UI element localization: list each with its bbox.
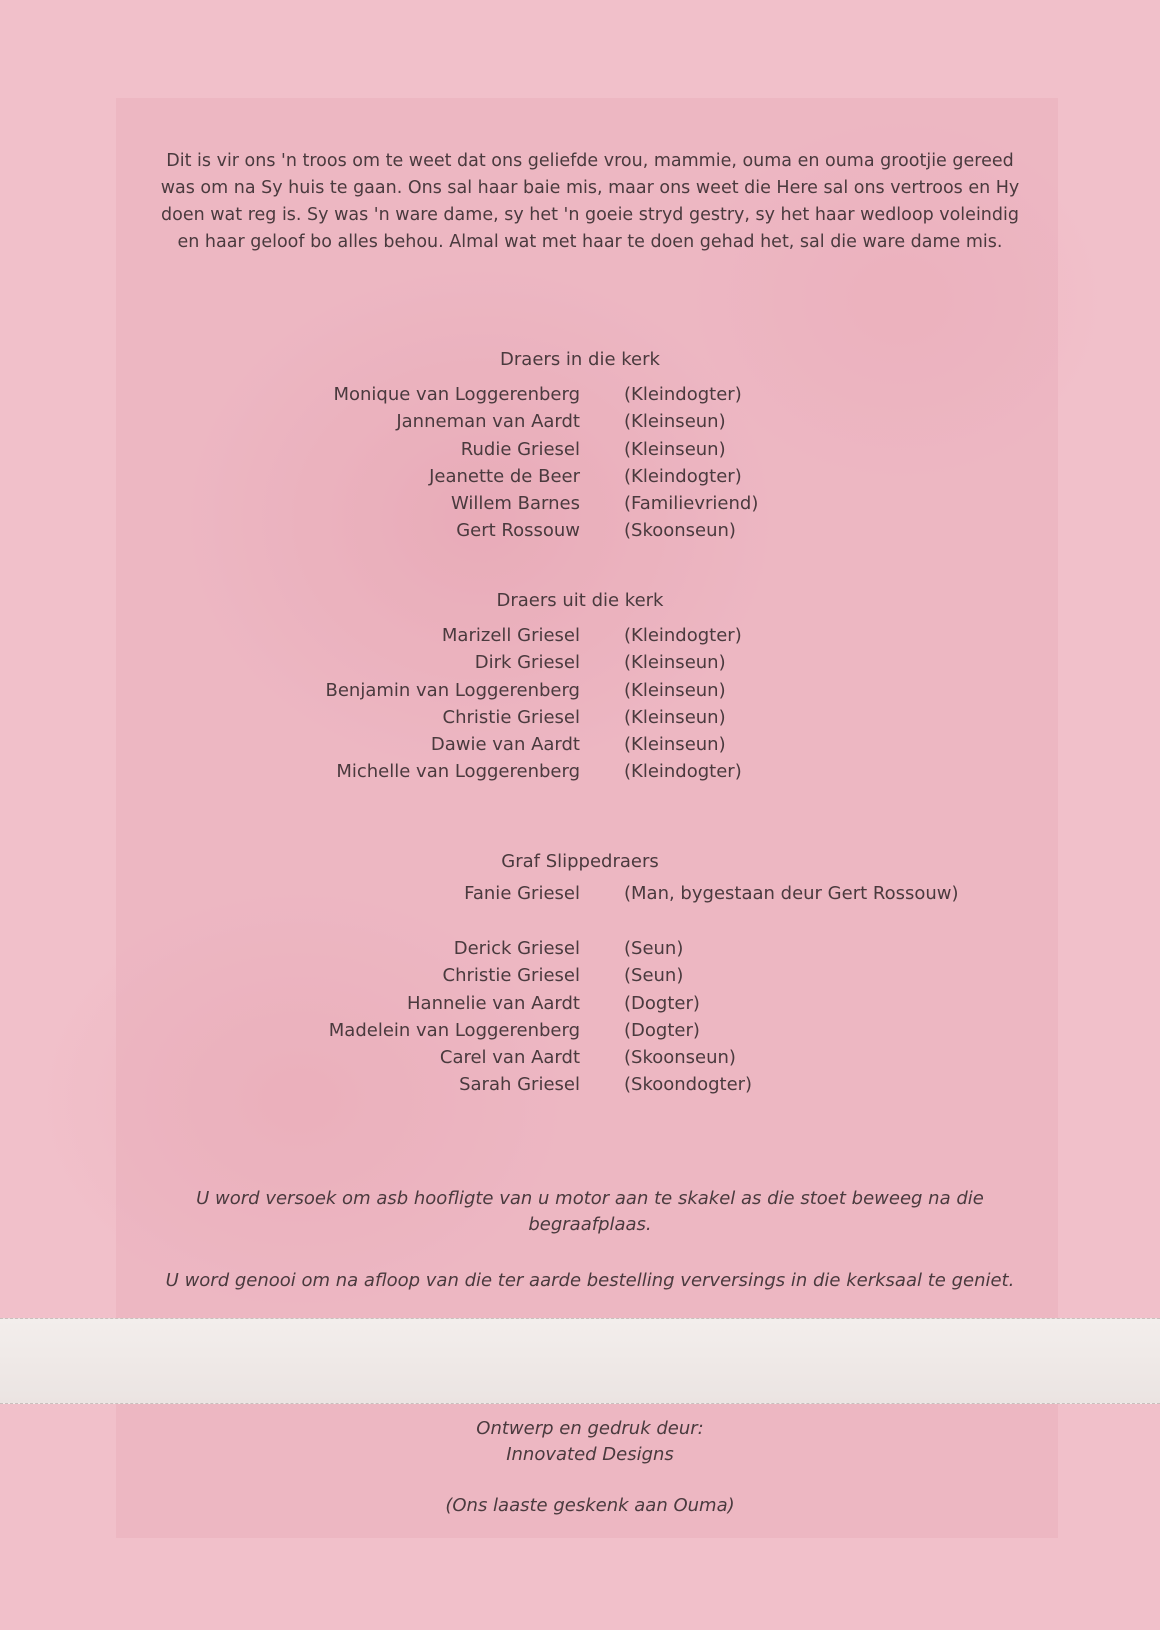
slippedraers-list <box>0 938 1160 1102</box>
list-item <box>0 466 1160 493</box>
list-item <box>0 680 1160 707</box>
list-item <box>0 520 1160 547</box>
relation: (Skoondogter) <box>624 1074 753 1096</box>
list-item <box>0 652 1160 679</box>
relation: (Kleinseun) <box>624 652 726 674</box>
relation: (Seun) <box>624 938 684 959</box>
credits-line-1: Ontwerp en gedruk deur: <box>476 1418 704 1439</box>
relation: (Kleinseun) <box>624 411 726 433</box>
relation: (Skoonseun) <box>624 1047 736 1069</box>
person-name: Rudie Griesel <box>460 438 580 460</box>
person-name: Marizell Griesel <box>441 625 580 646</box>
person-name: Willem Barnes <box>450 493 580 515</box>
relation: (Man, bygestaan deur Gert Rossouw) <box>624 883 959 904</box>
person-name: Sarah Griesel <box>459 1074 580 1096</box>
list-item <box>0 707 1160 734</box>
credits <box>140 1416 1040 1468</box>
person-name: Monique van Loggerenberg <box>333 384 580 405</box>
list-item <box>0 1020 1160 1047</box>
person-name: Dirk Griesel <box>474 652 580 674</box>
list-item <box>0 625 1160 652</box>
person-name: Carel van Aardt <box>439 1047 580 1069</box>
person-name: Fanie Griesel <box>464 883 580 904</box>
list-item <box>0 761 1160 788</box>
relation: (Kleinseun) <box>624 679 726 701</box>
person-name: Hannelie van Aardt <box>407 992 580 1014</box>
draers-uit-heading: Draers uit die kerk <box>496 590 664 611</box>
list-item <box>0 965 1160 992</box>
relation: (Kleinseun) <box>624 734 726 756</box>
slippedraers-lead <box>0 883 1160 910</box>
person-name: Gert Rossouw <box>456 520 580 542</box>
relation: (Seun) <box>624 965 684 987</box>
relation: (Familievriend) <box>624 493 759 515</box>
intro-text: Dit is vir ons 'n troos om te weet dat ons geliefde vrou, mammie, ouma en ouma grootjie gereed was om na Sy huis te gaan. Ons sal haar baie mis, maar ons weet die Here sal ons vertroos en Hy doen wat reg is. Sy was 'n ware dame, sy het 'n goeie stryd gestry, sy het haar wedloop voleindig en haar geloof bo alles behou. Almal wat met haar te doen gehad het, sal die ware dame mis. <box>160 151 1020 252</box>
person-name: Janneman van Aardt <box>396 411 580 433</box>
list-item <box>0 734 1160 761</box>
list-item <box>0 439 1160 466</box>
white-ribbon <box>0 1318 1160 1404</box>
list-item <box>0 938 1160 965</box>
person-name: Benjamin van Loggerenberg <box>325 679 580 701</box>
person-name: Dawie van Aardt <box>430 734 580 756</box>
list-item <box>0 411 1160 438</box>
relation: (Kleinseun) <box>624 706 726 728</box>
relation: (Kleindogter) <box>624 465 742 487</box>
relation: (Kleindogter) <box>624 761 742 783</box>
dedication-text: (Ons laaste geskenk aan Ouma) <box>445 1495 735 1516</box>
draers-uit-list <box>0 625 1160 789</box>
intro-paragraph <box>150 148 1030 256</box>
headlights-text: U word versoek om asb hoofligte van u motor aan te skakel as die stoet beweeg na die begraafplaas. <box>196 1188 984 1235</box>
headlights-note <box>140 1186 1040 1238</box>
list-item <box>0 493 1160 520</box>
person-name: Madelein van Loggerenberg <box>328 1019 580 1041</box>
relation: (Kleindogter) <box>624 384 742 405</box>
relation: (Dogter) <box>624 1019 700 1041</box>
relation: (Dogter) <box>624 992 700 1014</box>
person-name: Jeanette de Beer <box>429 465 580 487</box>
person-name: Christie Griesel <box>442 706 580 728</box>
relation: (Kleindogter) <box>624 625 742 646</box>
list-item <box>0 883 1160 910</box>
slippedraers-heading: Graf Slippedraers <box>501 851 659 872</box>
draers-in-heading: Draers in die kerk <box>500 349 660 370</box>
refreshments-text: U word genooi om na afloop van die ter aarde bestelling verversings in die kerksaal te geniet. <box>165 1270 1015 1291</box>
credits-line-2: Innovated Designs <box>506 1444 674 1465</box>
relation: (Skoonseun) <box>624 520 736 542</box>
relation: (Kleinseun) <box>624 438 726 460</box>
dedication <box>140 1493 1040 1519</box>
draers-in-list <box>0 384 1160 548</box>
list-item <box>0 1047 1160 1074</box>
person-name: Christie Griesel <box>442 965 580 987</box>
person-name: Michelle van Loggerenberg <box>336 761 580 783</box>
refreshments-note <box>140 1268 1040 1294</box>
list-item <box>0 1074 1160 1101</box>
person-name: Derick Griesel <box>453 938 580 959</box>
list-item <box>0 384 1160 411</box>
list-item <box>0 993 1160 1020</box>
